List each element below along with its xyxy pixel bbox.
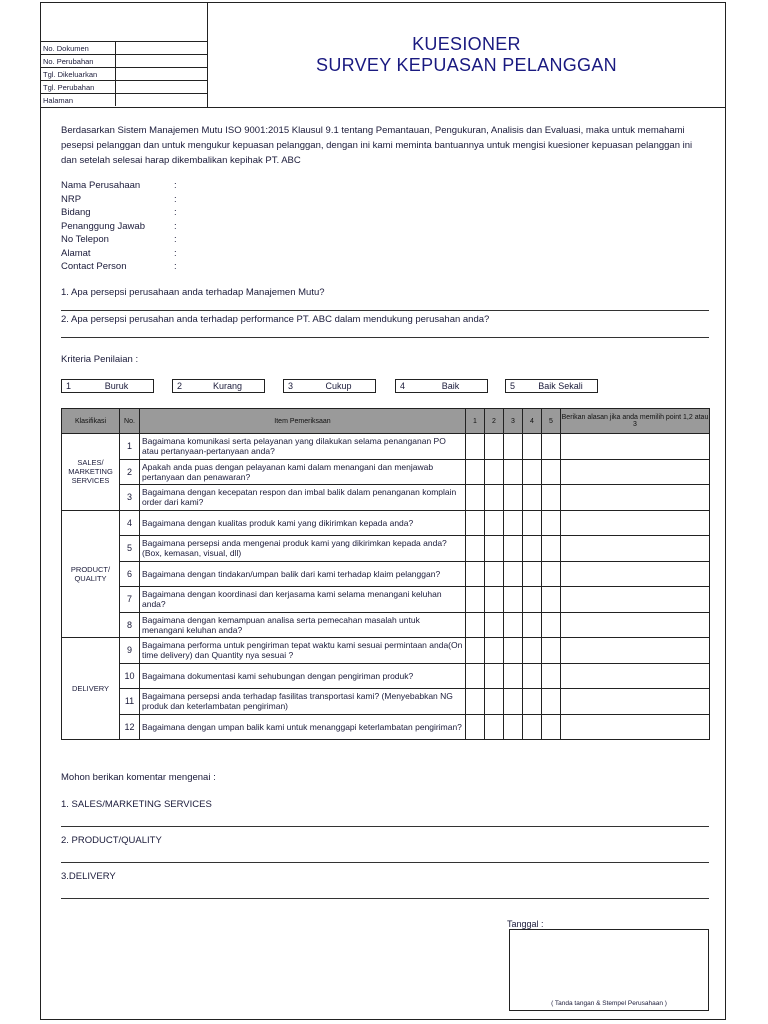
criteria-text: Buruk [104, 381, 129, 391]
score-cell[interactable] [485, 689, 504, 715]
score-cell[interactable] [523, 612, 542, 638]
score-cell[interactable] [466, 587, 485, 613]
score-cell[interactable] [504, 510, 523, 536]
score-cell[interactable] [542, 434, 561, 460]
table-row [62, 689, 710, 715]
doc-info-value[interactable] [116, 81, 208, 94]
category-sales: SALES/ MARKETING SERVICES [62, 434, 120, 511]
header-score-3: 3 [504, 409, 523, 434]
score-cell[interactable] [466, 714, 485, 740]
row-item: Apakah anda puas dengan pelayanan kami dalam menangani dan menjawab pertanyaan dan penawaran? [140, 459, 466, 485]
reason-cell[interactable] [561, 638, 710, 664]
score-cell[interactable] [485, 536, 504, 562]
doc-info-value[interactable] [116, 94, 208, 107]
doc-info-label: Tgl. Dikeluarkan [41, 68, 116, 81]
score-cell[interactable] [523, 561, 542, 587]
field-label: No Telepon [61, 234, 109, 245]
answer-line-2[interactable] [61, 337, 709, 338]
score-cell[interactable] [523, 587, 542, 613]
title-block [208, 3, 725, 108]
reason-cell[interactable] [561, 561, 710, 587]
field-separator: : [174, 247, 177, 259]
score-cell[interactable] [466, 663, 485, 689]
comment-item-product: 2. PRODUCT/QUALITY [61, 835, 162, 846]
header-score-4: 4 [523, 409, 542, 434]
doc-info-value[interactable] [116, 55, 208, 68]
field-row[interactable] [61, 206, 177, 220]
survey-table [61, 408, 710, 740]
table-row [62, 459, 710, 485]
row-number: 9 [120, 638, 140, 664]
table-header-row [62, 409, 710, 434]
row-item: Bagaimana dengan kualitas produk kami yang dikirimkan kepada anda? [140, 510, 466, 536]
row-number: 7 [120, 587, 140, 613]
score-cell[interactable] [485, 663, 504, 689]
table-row [62, 612, 710, 638]
score-cell[interactable] [523, 485, 542, 511]
score-cell[interactable] [523, 536, 542, 562]
score-cell[interactable] [542, 536, 561, 562]
score-cell[interactable] [504, 689, 523, 715]
criteria-item [61, 379, 154, 393]
score-cell[interactable] [504, 536, 523, 562]
score-cell[interactable] [523, 638, 542, 664]
score-cell[interactable] [542, 459, 561, 485]
table-row [62, 485, 710, 511]
criteria-number: 4 [400, 381, 406, 391]
score-cell[interactable] [542, 587, 561, 613]
field-label: Bidang [61, 207, 91, 218]
score-cell[interactable] [504, 459, 523, 485]
document-info-block [41, 3, 208, 108]
score-cell[interactable] [542, 689, 561, 715]
doc-info-value[interactable] [116, 68, 208, 81]
doc-info-value[interactable] [116, 42, 208, 55]
field-separator: : [174, 261, 177, 272]
table-row [62, 587, 710, 613]
reason-cell[interactable] [561, 434, 710, 460]
score-cell[interactable] [466, 459, 485, 485]
table-row [62, 638, 710, 664]
field-row[interactable] [61, 247, 177, 261]
row-number: 8 [120, 612, 140, 638]
score-cell[interactable] [504, 612, 523, 638]
doc-info-label: Tgl. Perubahan [41, 81, 116, 94]
score-cell[interactable] [485, 612, 504, 638]
header-score-5: 5 [542, 409, 561, 434]
answer-line-1[interactable] [61, 310, 709, 311]
score-cell[interactable] [466, 689, 485, 715]
field-separator: : [174, 234, 177, 245]
row-item: Bagaimana performa untuk pengiriman tepat waktu kami sesuai permintaan anda(On time delivery) dan Quantity nya sesuai ? [140, 638, 466, 664]
row-number: 2 [120, 459, 140, 485]
criteria-text: Cukup [325, 381, 352, 391]
score-cell[interactable] [504, 663, 523, 689]
row-number: 1 [120, 434, 140, 460]
header-klasifikasi: Klasifikasi [62, 409, 120, 434]
document-subtitle: SURVEY KEPUASAN PELANGGAN [316, 55, 617, 75]
score-cell[interactable] [485, 587, 504, 613]
header-item: Item Pemeriksaan [140, 409, 466, 434]
score-cell[interactable] [466, 612, 485, 638]
header-alasan: Berikan alasan jika anda memilih point 1,2 atau 3 [561, 409, 710, 434]
score-cell[interactable] [523, 510, 542, 536]
reason-cell[interactable] [561, 587, 710, 613]
score-cell[interactable] [542, 561, 561, 587]
score-cell[interactable] [485, 459, 504, 485]
score-cell[interactable] [485, 714, 504, 740]
doc-info-label: Halaman [41, 94, 116, 107]
score-cell[interactable] [542, 663, 561, 689]
row-number: 12 [120, 714, 140, 740]
reason-cell[interactable] [561, 689, 710, 715]
criteria-label: Kriteria Penilaian : [61, 354, 139, 365]
score-cell[interactable] [542, 638, 561, 664]
question-1: 1. Apa persepsi perusahaan anda terhadap Manajemen Mutu? [61, 287, 325, 298]
signature-box[interactable] [509, 929, 709, 1011]
header-score-1: 1 [466, 409, 485, 434]
question-2: 2. Apa persepsi perusahan anda terhadap performance PT. ABC dalam mendukung perusahan anda? [61, 314, 490, 325]
score-cell[interactable] [466, 561, 485, 587]
score-cell[interactable] [504, 587, 523, 613]
reason-cell[interactable] [561, 510, 710, 536]
field-label: Penanggung Jawab [61, 220, 145, 232]
field-row[interactable] [61, 260, 177, 274]
criteria-item [283, 379, 376, 393]
score-cell[interactable] [504, 638, 523, 664]
comment-item-delivery: 3.DELIVERY [61, 871, 116, 882]
field-row[interactable] [61, 220, 177, 234]
header-no: No. [120, 409, 140, 434]
score-cell[interactable] [504, 434, 523, 460]
row-item: Bagaimana dengan kecepatan respon dan imbal balik dalam penanganan komplain order dari kami? [140, 485, 466, 511]
table-row [62, 536, 710, 562]
row-number: 6 [120, 561, 140, 587]
field-separator: : [174, 180, 177, 191]
row-number: 10 [120, 663, 140, 689]
criteria-number: 1 [66, 381, 72, 391]
score-cell[interactable] [466, 485, 485, 511]
score-cell[interactable] [504, 714, 523, 740]
criteria-item [395, 379, 488, 393]
table-row [62, 561, 710, 587]
row-item: Bagaimana dengan umpan balik kami untuk menanggapi keterlambatan pengiriman? [140, 714, 466, 740]
comment-line-delivery[interactable] [61, 898, 709, 899]
table-row [62, 434, 710, 460]
reason-cell[interactable] [561, 663, 710, 689]
score-cell[interactable] [523, 459, 542, 485]
criteria-item [172, 379, 265, 393]
score-cell[interactable] [485, 510, 504, 536]
document-frame [40, 2, 726, 1020]
date-label: Tanggal : [507, 919, 544, 929]
field-label: Nama Perusahaan [61, 180, 141, 191]
category-product: PRODUCT/ QUALITY [62, 510, 120, 638]
signature-caption: ( Tanda tangan & Stempel Perusahaan ) [551, 1000, 667, 1007]
score-cell[interactable] [485, 434, 504, 460]
company-fields [61, 179, 177, 274]
doc-info-label: No. Perubahan [41, 55, 116, 68]
score-cell[interactable] [523, 689, 542, 715]
reason-cell[interactable] [561, 485, 710, 511]
criteria-text: Baik Sekali [538, 381, 583, 391]
row-number: 3 [120, 485, 140, 511]
score-cell[interactable] [542, 714, 561, 740]
row-number: 5 [120, 536, 140, 562]
table-row [62, 714, 710, 740]
criteria-number: 2 [177, 381, 183, 391]
criteria-text: Kurang [212, 381, 243, 391]
score-cell[interactable] [485, 638, 504, 664]
field-row[interactable] [61, 179, 177, 193]
score-cell[interactable] [542, 485, 561, 511]
row-number: 4 [120, 510, 140, 536]
comment-line-sales[interactable] [61, 826, 709, 827]
row-item: Bagaimana persepsi anda terhadap fasilitas transportasi kami? (Menyebabkan NG produk dan keterlambatan pengiriman) [140, 689, 466, 715]
score-cell[interactable] [466, 536, 485, 562]
score-cell[interactable] [523, 714, 542, 740]
field-separator: : [174, 193, 177, 205]
field-label: Alamat [61, 247, 91, 259]
score-cell[interactable] [523, 434, 542, 460]
category-delivery: DELIVERY [62, 638, 120, 740]
field-label: NRP [61, 193, 82, 205]
score-cell[interactable] [504, 561, 523, 587]
row-item: Bagaimana komunikasi serta pelayanan yang dilakukan selama penanganan PO atau pertanyaan-pertanyaan anda? [140, 434, 466, 460]
row-item: Bagaimana dengan koordinasi dan kerjasama kami selama menangani keluhan anda? [140, 587, 466, 613]
reason-cell[interactable] [561, 536, 710, 562]
row-number: 11 [120, 689, 140, 715]
intro-paragraph: Berdasarkan Sistem Manajemen Mutu ISO 9001:2015 Klausul 9.1 tentang Pemantauan, Pengukuran, Analisis dan Evaluasi, maka untuk memahami pesepsi pelanggan dan untuk mengukur kepuasan pelanggan, dengan ini kami meminta bantuannya untuk mengisi kuesioner kepuasan pelanggan ini dan setelah selesai harap dikembalikan kepihak PT. ABC [61, 125, 693, 166]
score-cell[interactable] [485, 561, 504, 587]
document-info-table [41, 41, 207, 106]
score-cell[interactable] [523, 663, 542, 689]
score-cell[interactable] [466, 510, 485, 536]
doc-info-label: No. Dokumen [41, 42, 116, 55]
document-title: KUESIONER [412, 34, 521, 54]
field-separator: : [174, 207, 177, 218]
score-cell[interactable] [542, 510, 561, 536]
reason-cell[interactable] [561, 459, 710, 485]
score-cell[interactable] [504, 485, 523, 511]
row-item: Bagaimana dengan kemampuan analisa serta pemecahan masalah untuk menangani keluhan anda? [140, 612, 466, 638]
table-row [62, 663, 710, 689]
score-cell[interactable] [485, 485, 504, 511]
field-row[interactable] [61, 233, 177, 247]
score-cell[interactable] [542, 612, 561, 638]
reason-cell[interactable] [561, 612, 710, 638]
table-row [62, 510, 710, 536]
field-label: Contact Person [61, 261, 127, 272]
row-item: Bagaimana persepsi anda mengenai produk kami yang dikirimkan kepada anda? (Box, kemasan, visual, dll) [140, 536, 466, 562]
comment-label: Mohon berikan komentar mengenai : [61, 772, 216, 783]
score-cell[interactable] [466, 638, 485, 664]
criteria-text: Baik [441, 381, 460, 391]
criteria-item [505, 379, 598, 393]
field-row[interactable] [61, 193, 177, 207]
reason-cell[interactable] [561, 714, 710, 740]
score-cell[interactable] [466, 434, 485, 460]
row-item: Bagaimana dengan tindakan/umpan balik dari kami terhadap klaim pelanggan? [140, 561, 466, 587]
criteria-number: 5 [510, 381, 516, 391]
criteria-number: 3 [288, 381, 294, 391]
comment-item-sales: 1. SALES/MARKETING SERVICES [61, 799, 212, 810]
row-item: Bagaimana dokumentasi kami sehubungan dengan pengiriman produk? [140, 663, 466, 689]
header-score-2: 2 [485, 409, 504, 434]
field-separator: : [174, 220, 177, 232]
comment-line-product[interactable] [61, 862, 709, 863]
